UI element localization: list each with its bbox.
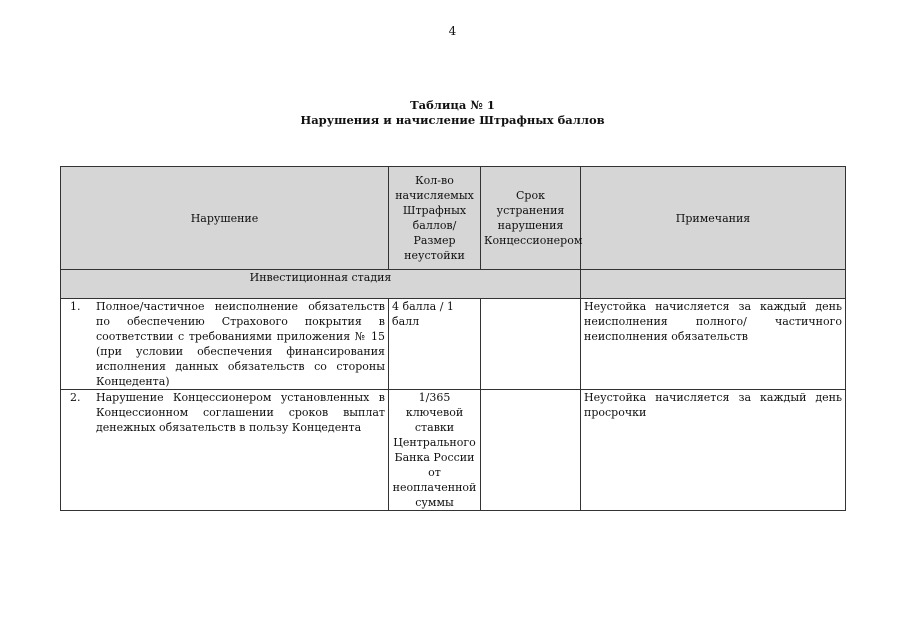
- table-row: [61, 299, 846, 390]
- header-term: Срок устранения нарушения Концессионером: [481, 167, 581, 270]
- header-row: [61, 167, 846, 270]
- points-cell: 1/365 ключевой ставки Центрального Банка России от неоплаченной суммы: [389, 390, 481, 511]
- header-points: Кол-во начисляемых Штрафных баллов/ Размер неустойки: [389, 167, 481, 270]
- stage-label: Инвестиционная стадия: [61, 270, 581, 299]
- notes-cell: Неустойка начисляется за каждый день неисполнения полного/ частичного неисполнения обязательств: [581, 299, 846, 390]
- violation-cell: [61, 390, 389, 511]
- term-cell: [481, 390, 581, 511]
- stage-empty-cell: [581, 270, 846, 299]
- table-row: [61, 390, 846, 511]
- row-number: 2.: [70, 391, 81, 404]
- table-title-number: Таблица № 1: [410, 98, 495, 112]
- penalty-table: [60, 166, 846, 511]
- table-title-caption: Нарушения и начисление Штрафных баллов: [300, 113, 605, 127]
- header-notes: Примечания: [581, 167, 846, 270]
- page-number: 4: [448, 24, 457, 38]
- stage-row: [61, 270, 846, 299]
- table-title: [0, 98, 905, 128]
- violation-cell: [61, 299, 389, 390]
- header-violation: Нарушение: [61, 167, 389, 270]
- row-number: 1.: [70, 300, 81, 313]
- violation-text: Нарушение Концессионером установленных в Концессионном соглашении сроков выплат денежных обязательств в пользу Концедента: [96, 391, 385, 434]
- notes-cell: Неустойка начисляется за каждый день просрочки: [581, 390, 846, 511]
- term-cell: [481, 299, 581, 390]
- violation-text: Полное/частичное неисполнение обязательств по обеспечению Страхового покрытия в соответствии с требованиями приложения № 15 (при условии обеспечения финансирования исполнения данных обязательств со стороны Концедента): [96, 300, 385, 388]
- points-cell: 4 балла / 1 балл: [389, 299, 481, 390]
